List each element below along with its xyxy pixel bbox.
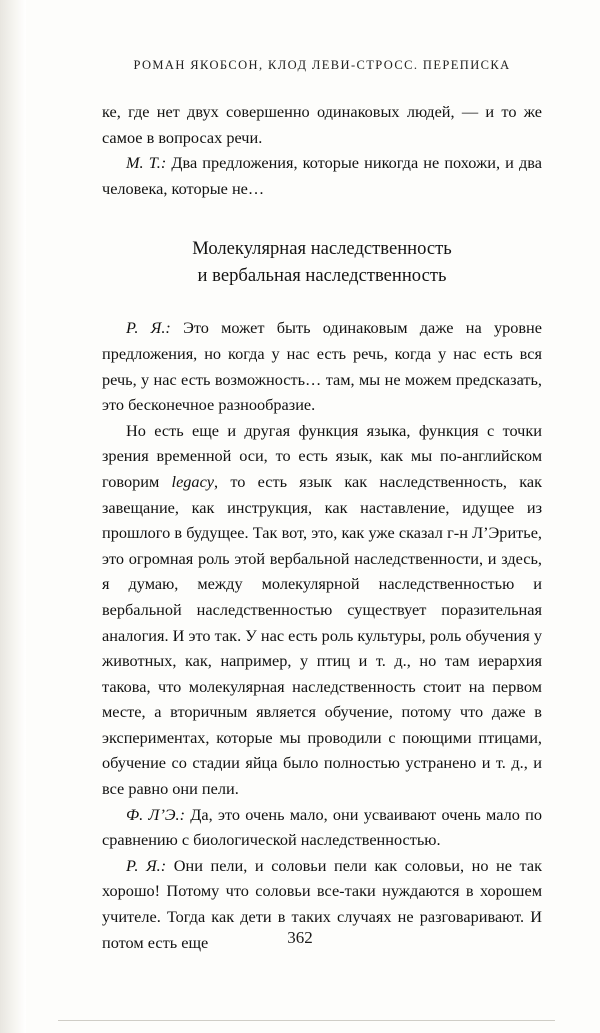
paragraph-1 xyxy=(102,99,542,150)
speaker-label-ry-2: Р. Я.: xyxy=(126,855,167,875)
speaker-label-fle: Ф. Л’Э.: xyxy=(126,804,186,824)
section-heading-line-2: и вербальная наследственность xyxy=(197,265,447,287)
paragraph-1-text: ке, где нет двух совершенно одинаковых людей, — и то же самое в вопросах речи. xyxy=(102,102,542,147)
paragraph-4 xyxy=(102,418,542,802)
paragraph-6-text: Они пели, и соловьи пели как соловьи, но не так хорошо! Потому что соловьи все-таки нуждаются в хорошем учителе. Тогда как дети в таких случаях не разговаривают. И потом есть еще xyxy=(102,855,542,952)
running-head: РОМАН ЯКОБСОН, КЛОД ЛЕВИ-СТРОСС. ПЕРЕПИСКА xyxy=(133,58,511,72)
paragraph-2 xyxy=(102,150,542,201)
paragraph-5-text: Да, это очень мало, они усваивают очень мало по сравнению с биологической наследственностью. xyxy=(102,804,542,850)
paragraph-3 xyxy=(102,315,542,417)
latin-term-legacy: legacy xyxy=(171,471,215,491)
paragraph-2-text: Два предложения, которые никогда не похожи, и два человека, которые не… xyxy=(102,153,542,198)
page-number: 362 xyxy=(287,928,313,947)
paragraph-4-text-after: , то есть язык как наследственность, как завещание, как инструкция, как наставление, идущее из прошлого в будущее. Так вот, это, как уже сказал г-н Л’Эритье, это огромная роль этой вербальной наследственности, и здесь, я думаю, между молекулярной наследственностью и вербальной наследственностью существует поразительная аналогия. И это так. У нас есть роль культуры, роль обучения у животных, как, например, у птиц и т. д., но там иерархия такова, что молекулярная наследственность стоит на первом месте, а вторичным является обучение, потому что даже в экспериментах, которые мы проводили с поющими птицами, обучение со стадии яйца было полностью устранено и т. д., и все равно они пели. xyxy=(102,471,542,799)
page-gutter-shadow xyxy=(0,0,26,1033)
section-heading-line-1: Молекулярная наследственность xyxy=(192,238,452,260)
speaker-label-mt: М. Т.: xyxy=(126,153,167,173)
paragraph-5 xyxy=(102,802,542,853)
page-text-block xyxy=(102,58,542,955)
section-heading xyxy=(102,235,542,289)
paragraph-4-text-before: Но есть еще и другая функция языка, функция с точки зрения временной оси, то есть язык, как мы по-английском говорим xyxy=(102,420,542,491)
speaker-label-ry-1: Р. Я.: xyxy=(126,318,171,338)
page-edge-divider xyxy=(58,1020,555,1021)
paragraph-3-text: Это может быть одинаковым даже на уровне предложения, но когда у нас есть речь, когда у нас есть вся речь, у нас есть возможность… там, мы не можем предсказать, это бесконечное разнообразие. xyxy=(102,318,542,415)
